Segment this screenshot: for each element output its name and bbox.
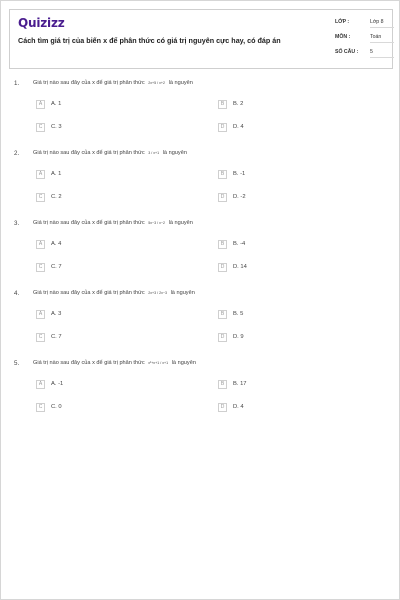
fraction-expression: 2x+5 / x+2 bbox=[148, 80, 166, 85]
question-suffix: là nguyên bbox=[170, 290, 195, 296]
option-checkbox[interactable]: D bbox=[218, 333, 227, 342]
option-label: A. 4 bbox=[51, 241, 62, 247]
option-label: A. 1 bbox=[51, 101, 62, 107]
option-label: D. 4 bbox=[233, 124, 244, 130]
option-label: B. 17 bbox=[233, 381, 247, 387]
option-label: C. 3 bbox=[51, 124, 62, 130]
fraction-expression: 5x−3 / x−2 bbox=[148, 220, 166, 225]
subject-value: Toán bbox=[370, 34, 394, 43]
option-checkbox[interactable]: A bbox=[36, 240, 45, 249]
option-checkbox[interactable]: A bbox=[36, 310, 45, 319]
option-label: A. 1 bbox=[51, 171, 62, 177]
question-suffix: là nguyên bbox=[168, 220, 193, 226]
option-label: D. 9 bbox=[233, 334, 244, 340]
option-label: C. 7 bbox=[51, 334, 62, 340]
option-label: A. 3 bbox=[51, 311, 62, 317]
question-number: 4. bbox=[14, 290, 20, 297]
quizizz-logo: Quizizz bbox=[18, 16, 65, 30]
worksheet-title: Cách tìm giá trị của biến x để phân thức có giá trị nguyên cực hay, có đáp án bbox=[18, 36, 281, 45]
option-label: D. 4 bbox=[233, 404, 244, 410]
option-checkbox[interactable]: C bbox=[36, 263, 45, 272]
option-checkbox[interactable]: B bbox=[218, 170, 227, 179]
option-checkbox[interactable]: D bbox=[218, 263, 227, 272]
option-label: C. 7 bbox=[51, 264, 62, 270]
question-number: 1. bbox=[14, 80, 20, 87]
option-label: C. 2 bbox=[51, 194, 62, 200]
option-checkbox[interactable]: B bbox=[218, 380, 227, 389]
question-count-value: 5 bbox=[370, 49, 394, 58]
fraction-expression: 2x+3 / 2x−3 bbox=[148, 290, 167, 295]
option-checkbox[interactable]: A bbox=[36, 100, 45, 109]
grade-value: Lớp 8 bbox=[370, 19, 394, 28]
question-prompt: Giá trị nào sau đây của x để giá trị phân thức bbox=[33, 290, 145, 296]
option-checkbox[interactable]: A bbox=[36, 380, 45, 389]
question-prompt: Giá trị nào sau đây của x để giá trị phân thức bbox=[33, 150, 145, 156]
question-prompt: Giá trị nào sau đây của x để giá trị phân thức bbox=[33, 80, 145, 86]
question-prompt: Giá trị nào sau đây của x để giá trị phân thức bbox=[33, 220, 145, 226]
fraction-expression: x²+x+1 / x+1 bbox=[148, 360, 169, 365]
question-text bbox=[33, 150, 187, 156]
option-checkbox[interactable]: B bbox=[218, 310, 227, 319]
option-label: B. -4 bbox=[233, 241, 246, 247]
question-text bbox=[33, 80, 193, 86]
option-label: C. 0 bbox=[51, 404, 62, 410]
question-suffix: là nguyên bbox=[171, 360, 196, 366]
option-checkbox[interactable]: C bbox=[36, 403, 45, 412]
question-count-label: SỐ CÂU : bbox=[335, 49, 359, 55]
option-checkbox[interactable]: C bbox=[36, 123, 45, 132]
question-text bbox=[33, 360, 196, 366]
fraction-expression: 3 / x+1 bbox=[148, 150, 160, 155]
option-label: D. -2 bbox=[233, 194, 246, 200]
worksheet-header bbox=[9, 9, 393, 69]
option-checkbox[interactable]: A bbox=[36, 170, 45, 179]
question-number: 3. bbox=[14, 220, 20, 227]
question-number: 2. bbox=[14, 150, 20, 157]
option-checkbox[interactable]: C bbox=[36, 193, 45, 202]
option-checkbox[interactable]: D bbox=[218, 403, 227, 412]
option-checkbox[interactable]: D bbox=[218, 123, 227, 132]
question-text bbox=[33, 220, 193, 226]
option-checkbox[interactable]: C bbox=[36, 333, 45, 342]
option-label: D. 14 bbox=[233, 264, 247, 270]
question-suffix: là nguyên bbox=[162, 150, 187, 156]
option-label: B. -1 bbox=[233, 171, 246, 177]
option-label: B. 5 bbox=[233, 311, 244, 317]
option-checkbox[interactable]: B bbox=[218, 100, 227, 109]
question-prompt: Giá trị nào sau đây của x để giá trị phân thức bbox=[33, 360, 145, 366]
option-label: A. -1 bbox=[51, 381, 64, 387]
question-suffix: là nguyên bbox=[168, 80, 193, 86]
question-text bbox=[33, 290, 195, 296]
subject-label: MÔN : bbox=[335, 34, 351, 40]
grade-label: LỚP : bbox=[335, 19, 350, 25]
option-checkbox[interactable]: D bbox=[218, 193, 227, 202]
option-checkbox[interactable]: B bbox=[218, 240, 227, 249]
question-number: 5. bbox=[14, 360, 20, 367]
option-label: B. 2 bbox=[233, 101, 244, 107]
